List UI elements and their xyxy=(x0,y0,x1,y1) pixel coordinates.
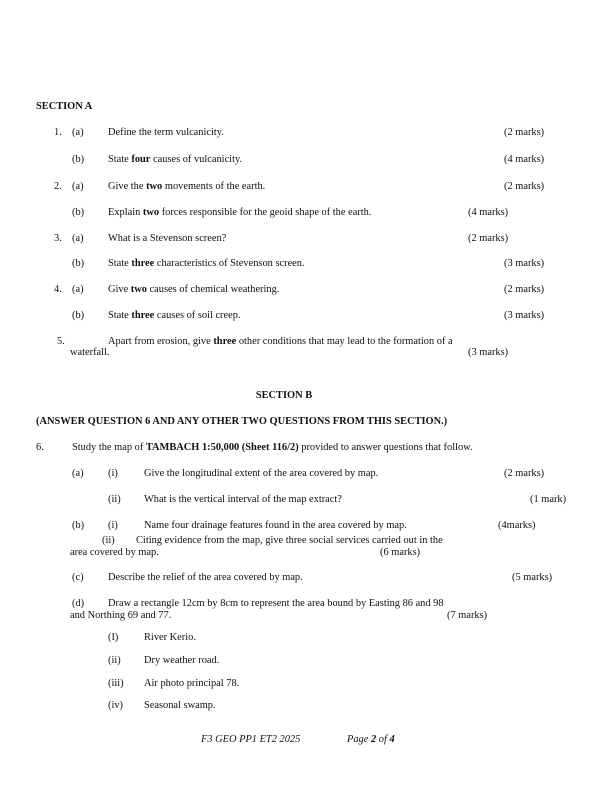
marks: (4 marks) xyxy=(504,154,545,165)
part-label: (b) xyxy=(72,310,85,321)
subpart-label: (i) xyxy=(108,520,118,531)
marks: (7 marks) xyxy=(447,610,488,621)
list-item: River Kerio. xyxy=(144,632,196,643)
subpart-label: (ii) xyxy=(108,494,121,505)
question-text: Give two causes of chemical weathering. xyxy=(108,284,280,295)
marks: (5 marks) xyxy=(512,572,553,583)
list-item-label: (I) xyxy=(108,632,119,643)
marks: (3 marks) xyxy=(504,258,545,269)
question-text-continued: and Northing 69 and 77. xyxy=(70,610,172,621)
marks: (2 marks) xyxy=(504,127,545,138)
question-number: 6. xyxy=(36,442,44,453)
marks: (3 marks) xyxy=(504,310,545,321)
question-text: What is the vertical interval of the map extract? xyxy=(144,494,342,505)
question-number: 3. xyxy=(54,233,62,244)
question-text: Apart from erosion, give three other conditions that may lead to the formation of a xyxy=(108,336,453,347)
part-label: (a) xyxy=(72,127,84,138)
part-label: (d) xyxy=(72,598,85,609)
question-text: What is a Stevenson screen? xyxy=(108,233,227,244)
subpart-label: (i) xyxy=(108,468,118,479)
question-text-continued: waterfall. xyxy=(70,347,110,358)
question-text: Describe the relief of the area covered by map. xyxy=(108,572,303,583)
marks: (2 marks) xyxy=(504,468,545,479)
question-text: State three characteristics of Stevenson screen. xyxy=(108,258,305,269)
question-number: 5. xyxy=(57,336,65,347)
list-item: Dry weather road. xyxy=(144,655,220,666)
page-number: Page 2 of 4 xyxy=(347,734,395,745)
part-label: (b) xyxy=(72,154,85,165)
section-a-title: SECTION A xyxy=(36,101,93,112)
marks: (6 marks) xyxy=(380,547,421,558)
footer-code: F3 GEO PP1 ET2 2025 xyxy=(201,734,301,745)
marks: (4 marks) xyxy=(468,207,509,218)
question-number: 2. xyxy=(54,181,62,192)
question-text: Define the term vulcanicity. xyxy=(108,127,224,138)
part-label: (a) xyxy=(72,181,84,192)
question-text: Citing evidence from the map, give three social services carried out in the xyxy=(136,535,443,546)
part-label: (b) xyxy=(72,258,85,269)
part-label: (c) xyxy=(72,572,84,583)
list-item-label: (iv) xyxy=(108,700,124,711)
question-text-continued: area covered by map. xyxy=(70,547,159,558)
question-number: 4. xyxy=(54,284,62,295)
list-item: Seasonal swamp. xyxy=(144,700,216,711)
marks: (1 mark) xyxy=(530,494,567,505)
list-item-label: (ii) xyxy=(108,655,121,666)
question-text: Name four drainage features found in the area covered by map. xyxy=(144,520,407,531)
question-text: Study the map of TAMBACH 1:50,000 (Sheet 116/2) provided to answer questions that follow. xyxy=(72,442,473,453)
question-number: 1. xyxy=(54,127,62,138)
marks: (2 marks) xyxy=(504,181,545,192)
marks: (2 marks) xyxy=(468,233,509,244)
subpart-label: (ii) xyxy=(102,535,115,546)
marks: (3 marks) xyxy=(468,347,509,358)
part-label: (a) xyxy=(72,468,84,479)
part-label: (a) xyxy=(72,233,84,244)
question-text: Give the two movements of the earth. xyxy=(108,181,266,192)
question-text: State four causes of vulcanicity. xyxy=(108,154,243,165)
question-text: Give the longitudinal extent of the area covered by map. xyxy=(144,468,379,479)
question-text: Draw a rectangle 12cm by 8cm to represent the area bound by Easting 86 and 98 xyxy=(108,598,444,609)
question-text: Explain two forces responsible for the geoid shape of the earth. xyxy=(108,207,372,218)
section-b-title: SECTION B xyxy=(255,390,313,401)
part-label: (b) xyxy=(72,207,85,218)
question-text: State three causes of soil creep. xyxy=(108,310,241,321)
section-instruction: (ANSWER QUESTION 6 AND ANY OTHER TWO QUESTIONS FROM THIS SECTION.) xyxy=(36,416,448,427)
marks: (2 marks) xyxy=(504,284,545,295)
list-item: Air photo principal 78. xyxy=(144,678,240,689)
list-item-label: (iii) xyxy=(108,678,124,689)
part-label: (b) xyxy=(72,520,85,531)
part-label: (a) xyxy=(72,284,84,295)
marks: (4marks) xyxy=(498,520,536,531)
